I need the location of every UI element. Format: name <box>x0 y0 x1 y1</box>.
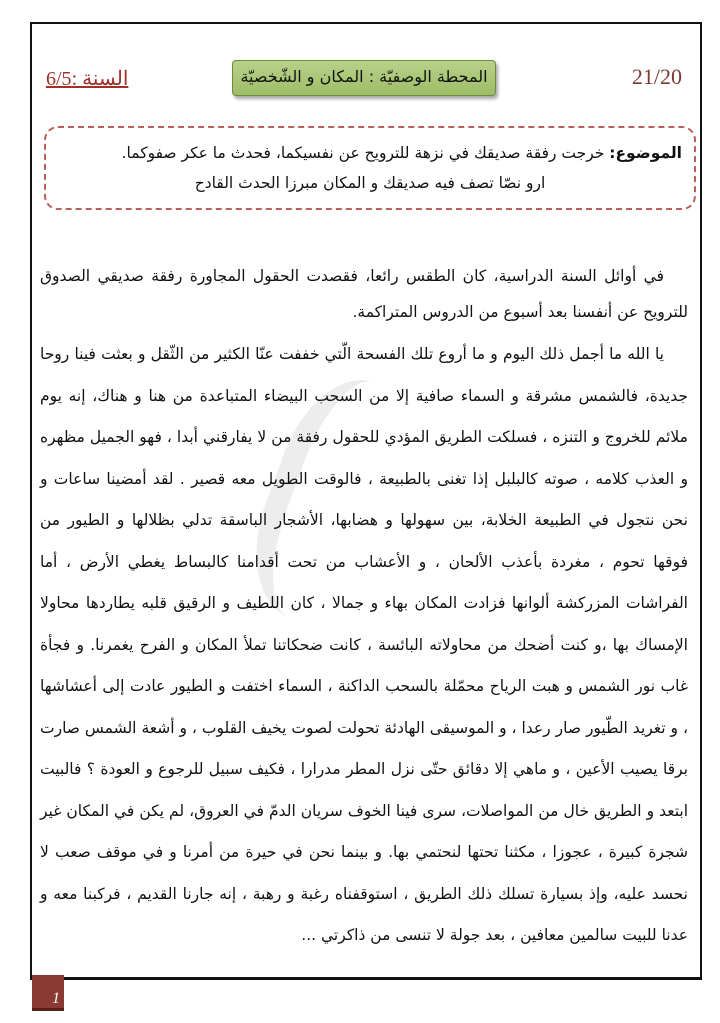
topic-line-1 <box>58 138 682 168</box>
footer-page-number: 1 <box>32 975 64 1011</box>
essay-body <box>40 258 688 957</box>
topic-text: خرجت رفقة صديقك في نزهة للترويح عن نفسيكما، فحدث ما عكر صفوكما. <box>121 144 610 162</box>
topic-box <box>44 126 696 210</box>
year-label: السنة :6/5 <box>46 68 129 90</box>
page-range: 21/20 <box>631 64 682 89</box>
essay-paragraph-body: يا الله ما أجمل ذلك اليوم و ما أروع تلك الفسحة الّتي خففت عنّا الكثير من الثّقل و بعثت فينا روحا جديدة، فالشمس مشرقة و السماء صافية إلا من السحب البيضاء المتباعدة من هنا و هناك، إنه يوم ملائم للخروج و التنزه ، فسلكت الطريق المؤدي للحقول رفقة من لا يفارقني أبدا ، فهو الجميل مظهره و العذب كلامه ، صوته كالبلبل إذا تغنى بالطبيعة ، فالوقت الطويل معه قصير . لقد أمضينا ساعات و نحن نتجول في الطبيعة الخلابة، بين سهولها و هضابها، الأشجار الباسقة تدلي بظلالها و الطيور من فوقها تحوم ، مغردة بأعذب الألحان ، و الأعشاب من تحت أقدامنا كالبساط يغطي الأرض ، أما الفراشات المزركشة ألوانها فزادت المكان بهاء و جمالا ، كان اللطيف و الرقيق قلبه يطاردها محاولا الإمساك بها ،و كنت أضحك من محاولاته البائسة ، كانت ضحكاتنا تملأ المكان و الفرح يغمرنا. و فجأة غاب نور الشمس و هبت الرياح محمّلة بالسحب الداكنة ، السماء اختفت و الطيور عادت إلى أعشاشها ، و تغريد الطّيور صار رعدا ، و الموسيقى الهادئة تحولت لصوت يخيف القلوب ، و أشعة الشمس صارت برقا يصيب الأعين ، و ماهي إلا دقائق حتّى نزل المطر مدرارا ، فكيف سبيل للرجوع و العودة ؟ فالبيت ابتعد و الطريق خال من المواصلات، سرى فينا الخوف سريان الدمّ في العروق، لم يكن في المكان غير شجرة كبيرة ، عجوزا ، مكثنا تحتها لنحتمي بها. و بينما نحن في حيرة من أمرنا و في موقف صعب لا نحسد عليه، وإذ بسيارة تسلك ذلك الطريق ، استوقفناه رغبة و رهبة ، إنه جارنا القديم ، فركبنا معه و عدنا للبيت سالمين معافين ، بعد جولة لا تنسى من ذاكرتي ... <box>40 345 688 944</box>
section-title: المحطة الوصفيّة : المكان و الشّخصيّة <box>232 60 496 96</box>
essay-paragraph-intro: في أوائل السنة الدراسية، كان الطقس رائعا، فقصدت الحقول المجاورة رفقة صديقي الصدوق للترويح عن أنفسنا بعد أسبوع من الدروس المتراكمة. <box>40 267 688 321</box>
topic-label: الموضوع: <box>609 144 682 162</box>
topic-line-2: ارو نصّا تصف فيه صديقك و المكان مبرزا الحدث القادح <box>194 174 546 192</box>
